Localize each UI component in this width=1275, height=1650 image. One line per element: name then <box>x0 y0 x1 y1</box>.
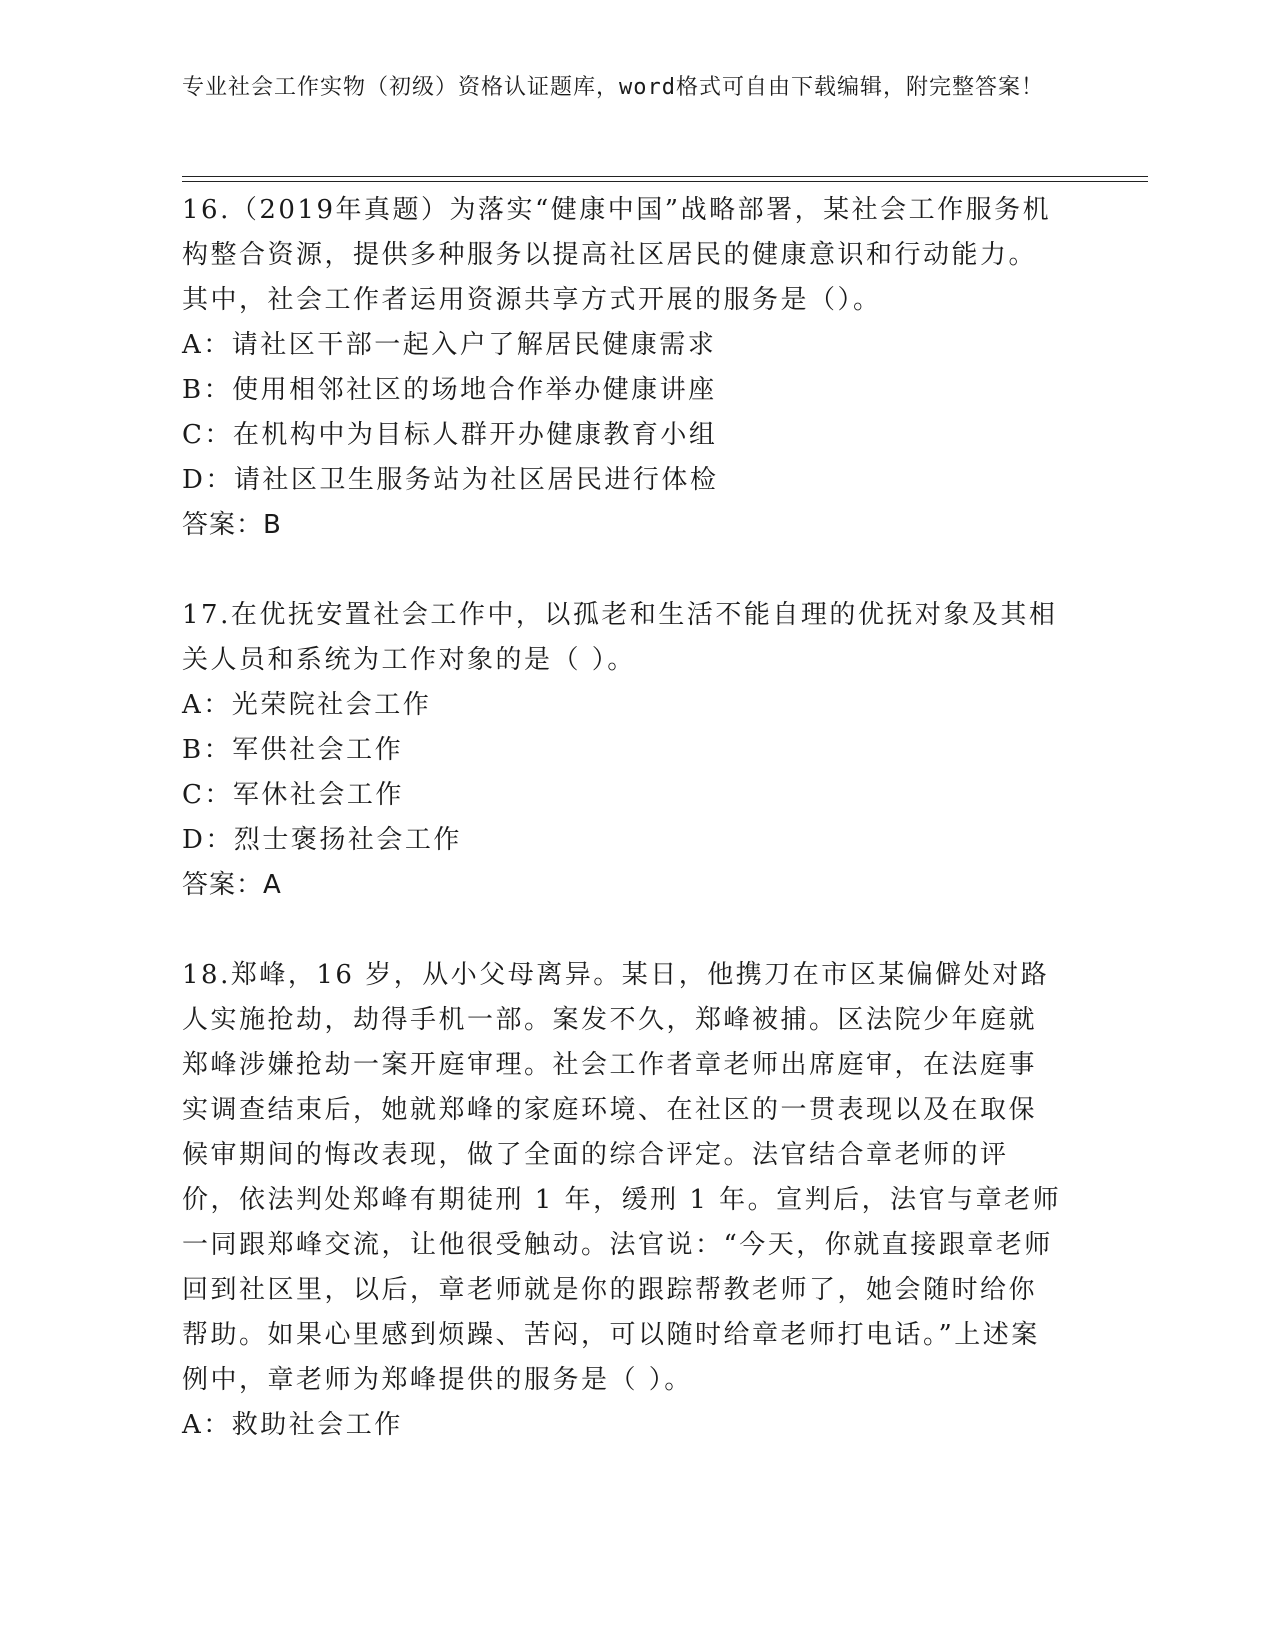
header-divider-top <box>182 176 1148 177</box>
option-d: D：请社区卫生服务站为社区居民进行体检 <box>182 465 719 495</box>
answer: 答案：A <box>182 870 282 900</box>
option-d: D：烈士褒扬社会工作 <box>182 825 462 855</box>
question-list <box>182 188 1062 1448</box>
option-b: B：使用相邻社区的场地合作举办健康讲座 <box>182 375 717 405</box>
option-c: C：在机构中为目标人群开办健康教育小组 <box>182 420 718 450</box>
page-header: 专业社会工作实物（初级）资格认证题库，word格式可自由下载编辑，附完整答案！ <box>182 75 1044 100</box>
question-stem: 18.郑峰，16 岁，从小父母离异。某日，他携刀在市区某偏僻处对路人实施抢劫，劫得手机一部。案发不久，郑峰被捕。区法院少年庭就郑峰涉嫌抢劫一案开庭审理。社会工作者章老师出席庭审，在法庭事实调查结束后，她就郑峰的家庭环境、在社区的一贯表现以及在取保候审期间的悔改表现，做了全面的综合评定。法官结合章老师的评价，依法判处郑峰有期徒刑 1 年，缓刑 1 年。宣判后，法官与章老师一同跟郑峰交流，让他很受触动。法官说：“今天，你就直接跟章老师回到社区里，以后，章老师就是你的跟踪帮教老师了，她会随时给你帮助。如果心里感到烦躁、苦闷，可以随时给章老师打电话。”上述案例中，章老师为郑峰提供的服务是（ ）。 <box>182 960 1062 1395</box>
option-a: A：光荣院社会工作 <box>182 690 432 720</box>
option-a: A：救助社会工作 <box>182 1410 403 1440</box>
question-17 <box>182 593 1062 908</box>
question-16 <box>182 188 1062 548</box>
option-b: B：军供社会工作 <box>182 735 404 765</box>
question-stem: 16.（2019年真题）为落实“健康中国”战略部署，某社会工作服务机构整合资源，提供多种服务以提高社区居民的健康意识和行动能力。其中，社会工作者运用资源共享方式开展的服务是（）。 <box>182 195 1052 315</box>
question-18 <box>182 953 1062 1448</box>
spacer <box>182 548 1062 593</box>
option-c: C：军休社会工作 <box>182 780 404 810</box>
header-divider-bottom <box>182 181 1148 182</box>
question-stem: 17.在优抚安置社会工作中，以孤老和生活不能自理的优抚对象及其相关人员和系统为工作对象的是（ ）。 <box>182 600 1058 675</box>
answer: 答案：B <box>182 510 282 540</box>
spacer <box>182 908 1062 953</box>
option-a: A：请社区干部一起入户了解居民健康需求 <box>182 330 717 360</box>
